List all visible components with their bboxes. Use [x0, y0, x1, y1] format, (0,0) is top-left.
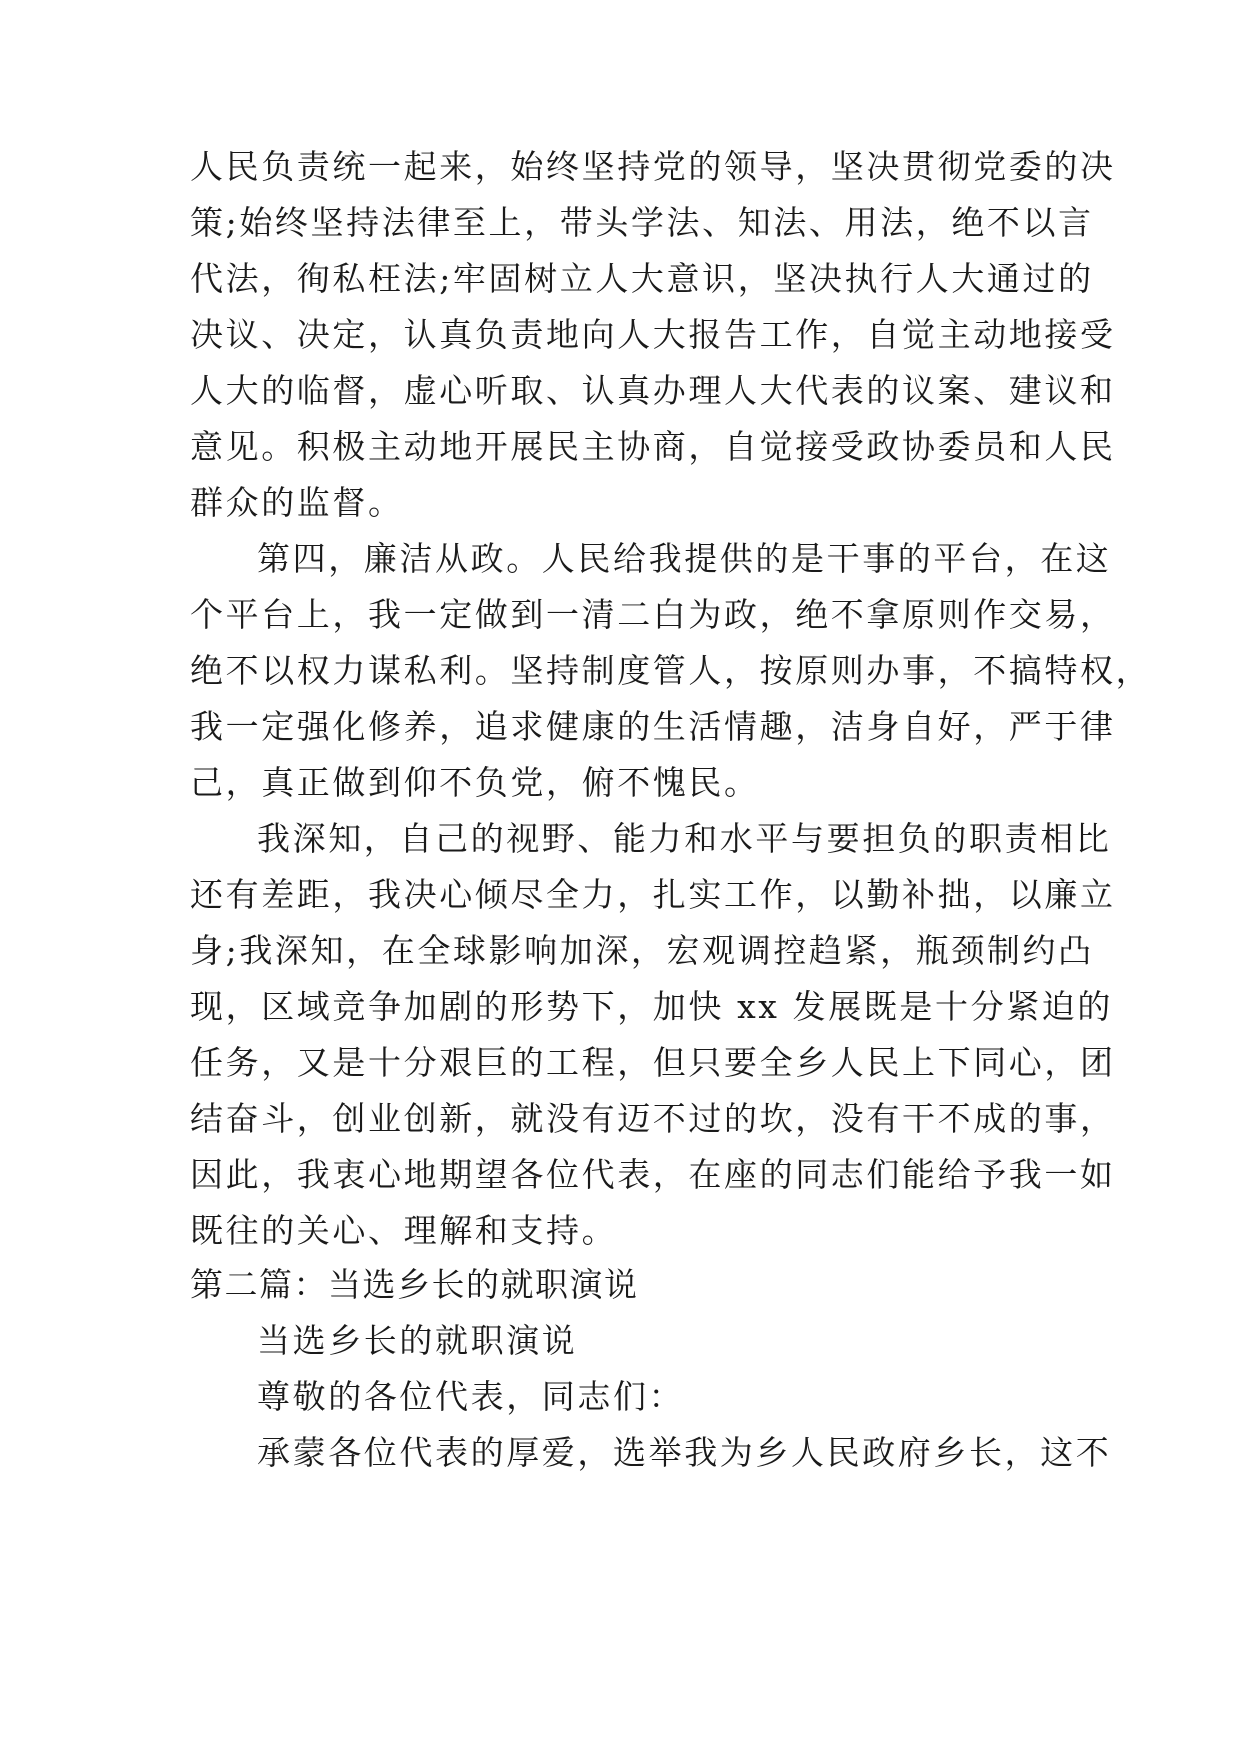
paragraph-start-line: 我深知，自己的视野、能力和水平与要担负的职责相比: [257, 819, 1112, 858]
text-line: 身;我深知，在全球影响加深，宏观调控趋紧，瓶颈制约凸: [190, 931, 1094, 970]
section-heading: 第二篇：当选乡长的就职演说: [190, 1265, 639, 1304]
text-line: 代法，徇私枉法;牢固树立人大意识，坚决执行人大通过的: [190, 259, 1094, 298]
text-line: 还有差距，我决心倾尽全力，扎实工作，以勤补拙，以廉立: [190, 875, 1116, 914]
text-line: 任务，又是十分艰巨的工程，但只要全乡人民上下同心，团: [190, 1043, 1116, 1082]
speech-title: 当选乡长的就职演说: [257, 1321, 578, 1360]
text-line: 个平台上，我一定做到一清二白为政，绝不拿原则作交易，: [190, 595, 1116, 634]
paragraph-start-line: 第四，廉洁从政。人民给我提供的是干事的平台，在这: [257, 539, 1112, 578]
text-line: 因此，我衷心地期望各位代表，在座的同志们能给予我一如: [190, 1155, 1116, 1194]
text-line: 意见。积极主动地开展民主协商，自觉接受政协委员和人民: [190, 427, 1116, 466]
text-line: 策;始终坚持法律至上，带头学法、知法、用法，绝不以言: [190, 203, 1094, 242]
text-line: 决议、决定，认真负责地向人大报告工作，自觉主动地接受: [190, 315, 1116, 354]
text-line: 绝不以权力谋私利。坚持制度管人，按原则办事，不搞特权，: [190, 651, 1152, 690]
text-line: 我一定强化修养，追求健康的生活情趣，洁身自好，严于律: [190, 707, 1116, 746]
text-line: 人大的临督，虚心听取、认真办理人大代表的议案、建议和: [190, 371, 1116, 410]
text-line: 己，真正做到仰不负党，俯不愧民。: [190, 763, 760, 802]
text-line: 人民负责统一起来，始终坚持党的领导，坚决贯彻党委的决: [190, 147, 1116, 186]
text-line: 现，区域竞争加剧的形势下，加快 xx 发展既是十分紧迫的: [190, 987, 1114, 1026]
text-line: 既往的关心、理解和支持。: [190, 1211, 618, 1250]
salutation: 尊敬的各位代表，同志们：: [257, 1377, 685, 1416]
text-line: 群众的监督。: [190, 483, 404, 522]
paragraph-start-line: 承蒙各位代表的厚爱，选举我为乡人民政府乡长，这不: [257, 1433, 1112, 1472]
text-line: 结奋斗，创业创新，就没有迈不过的坎，没有干不成的事，: [190, 1099, 1116, 1138]
